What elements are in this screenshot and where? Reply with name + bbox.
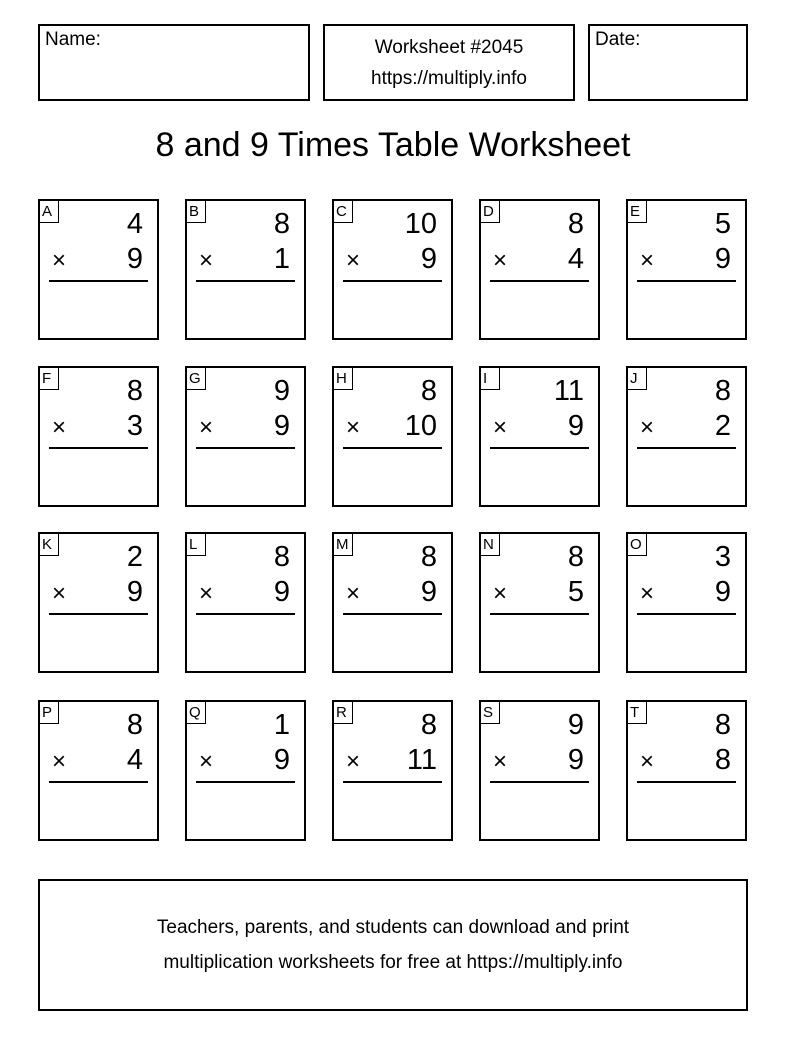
answer-line xyxy=(490,280,589,282)
times-sign: × xyxy=(199,247,214,274)
answer-line xyxy=(490,447,589,449)
problem-q xyxy=(185,700,306,841)
multiplicand: 8 xyxy=(126,375,143,407)
answer-line xyxy=(49,781,148,783)
problem-letter: O xyxy=(627,533,647,556)
problem-letter: F xyxy=(39,367,59,390)
problem-i xyxy=(479,366,600,507)
multiplier: 9 xyxy=(420,243,437,275)
multiplicand: 8 xyxy=(567,208,584,240)
times-sign: × xyxy=(346,580,361,607)
answer-line xyxy=(637,280,736,282)
multiplier: 9 xyxy=(126,576,143,608)
worksheet-number: Worksheet #2045 xyxy=(374,37,524,58)
footer-line-1: Teachers, parents, and students can download and print xyxy=(156,917,630,938)
multiplier: 9 xyxy=(714,243,731,275)
answer-line xyxy=(196,613,295,615)
answer-line xyxy=(49,613,148,615)
multiplier: 9 xyxy=(273,410,290,442)
multiplier: 2 xyxy=(714,410,731,442)
answer-line xyxy=(343,447,442,449)
multiplier: 9 xyxy=(567,744,584,776)
footer-box xyxy=(38,879,748,1011)
answer-line xyxy=(343,613,442,615)
multiplicand: 1 xyxy=(273,709,290,741)
answer-line xyxy=(343,280,442,282)
problem-e xyxy=(626,199,747,340)
problem-letter: D xyxy=(480,200,500,223)
multiplicand: 8 xyxy=(273,208,290,240)
multiplier: 5 xyxy=(567,576,584,608)
problem-letter: Q xyxy=(186,701,206,724)
multiplier: 9 xyxy=(273,744,290,776)
problem-c xyxy=(332,199,453,340)
problem-r xyxy=(332,700,453,841)
problem-letter: R xyxy=(333,701,353,724)
problem-d xyxy=(479,199,600,340)
multiplier: 9 xyxy=(126,243,143,275)
answer-line xyxy=(196,781,295,783)
multiplicand: 8 xyxy=(714,709,731,741)
times-sign: × xyxy=(52,580,67,607)
times-sign: × xyxy=(640,414,655,441)
problem-f xyxy=(38,366,159,507)
multiplicand: 4 xyxy=(126,208,143,240)
problem-o xyxy=(626,532,747,673)
problem-t xyxy=(626,700,747,841)
problem-s xyxy=(479,700,600,841)
times-sign: × xyxy=(640,748,655,775)
answer-line xyxy=(49,280,148,282)
multiplicand: 9 xyxy=(567,709,584,741)
name-label: Name: xyxy=(45,29,101,50)
multiplicand: 8 xyxy=(420,375,437,407)
answer-line xyxy=(637,613,736,615)
times-sign: × xyxy=(493,748,508,775)
page-title: 8 and 9 Times Table Worksheet xyxy=(155,126,631,164)
multiplier: 4 xyxy=(567,243,584,275)
times-sign: × xyxy=(640,580,655,607)
times-sign: × xyxy=(493,247,508,274)
problem-n xyxy=(479,532,600,673)
times-sign: × xyxy=(346,748,361,775)
times-sign: × xyxy=(199,414,214,441)
worksheet-info-box xyxy=(323,24,575,101)
answer-line xyxy=(196,447,295,449)
problem-letter: S xyxy=(480,701,500,724)
answer-line xyxy=(49,447,148,449)
times-sign: × xyxy=(346,247,361,274)
times-sign: × xyxy=(640,247,655,274)
multiplicand: 2 xyxy=(126,541,143,573)
problem-letter: B xyxy=(186,200,206,223)
problem-h xyxy=(332,366,453,507)
multiplicand: 11 xyxy=(553,375,584,407)
times-sign: × xyxy=(52,748,67,775)
problem-m xyxy=(332,532,453,673)
multiplicand: 8 xyxy=(273,541,290,573)
problem-letter: E xyxy=(627,200,647,223)
problem-g xyxy=(185,366,306,507)
problem-letter: T xyxy=(627,701,647,724)
problem-letter: N xyxy=(480,533,500,556)
answer-line xyxy=(490,781,589,783)
multiplier: 9 xyxy=(273,576,290,608)
problem-letter: C xyxy=(333,200,353,223)
multiplier: 11 xyxy=(406,744,437,776)
multiplier: 8 xyxy=(714,744,731,776)
times-sign: × xyxy=(199,748,214,775)
problem-b xyxy=(185,199,306,340)
problem-letter: M xyxy=(333,533,353,556)
times-sign: × xyxy=(493,414,508,441)
date-label: Date: xyxy=(595,29,641,50)
answer-line xyxy=(490,613,589,615)
worksheet-url: https://multiply.info xyxy=(371,68,527,89)
multiplicand: 10 xyxy=(404,208,437,240)
problem-letter: K xyxy=(39,533,59,556)
times-sign: × xyxy=(346,414,361,441)
footer-line-2: multiplication worksheets for free at https://multiply.info xyxy=(163,952,623,973)
problem-letter: J xyxy=(627,367,647,390)
times-sign: × xyxy=(493,580,508,607)
multiplier: 10 xyxy=(404,410,437,442)
multiplier: 4 xyxy=(126,744,143,776)
problem-letter: G xyxy=(186,367,206,390)
problem-a xyxy=(38,199,159,340)
multiplier: 1 xyxy=(273,243,290,275)
problem-letter: L xyxy=(186,533,206,556)
multiplicand: 8 xyxy=(420,709,437,741)
problem-j xyxy=(626,366,747,507)
multiplier: 9 xyxy=(714,576,731,608)
multiplicand: 5 xyxy=(714,208,731,240)
multiplicand: 3 xyxy=(714,541,731,573)
problem-letter: H xyxy=(333,367,353,390)
multiplier: 9 xyxy=(420,576,437,608)
name-field[interactable] xyxy=(38,24,310,101)
multiplier: 9 xyxy=(567,410,584,442)
answer-line xyxy=(637,447,736,449)
answer-line xyxy=(196,280,295,282)
multiplicand: 8 xyxy=(567,541,584,573)
problem-p xyxy=(38,700,159,841)
answer-line xyxy=(343,781,442,783)
times-sign: × xyxy=(52,247,67,274)
problem-letter: P xyxy=(39,701,59,724)
problem-letter: A xyxy=(39,200,59,223)
multiplicand: 8 xyxy=(126,709,143,741)
multiplicand: 8 xyxy=(714,375,731,407)
multiplicand: 9 xyxy=(273,375,290,407)
multiplicand: 8 xyxy=(420,541,437,573)
times-sign: × xyxy=(199,580,214,607)
problem-letter: I xyxy=(480,367,500,390)
problem-k xyxy=(38,532,159,673)
date-field[interactable] xyxy=(588,24,748,101)
multiplier: 3 xyxy=(126,410,143,442)
answer-line xyxy=(637,781,736,783)
problem-l xyxy=(185,532,306,673)
times-sign: × xyxy=(52,414,67,441)
